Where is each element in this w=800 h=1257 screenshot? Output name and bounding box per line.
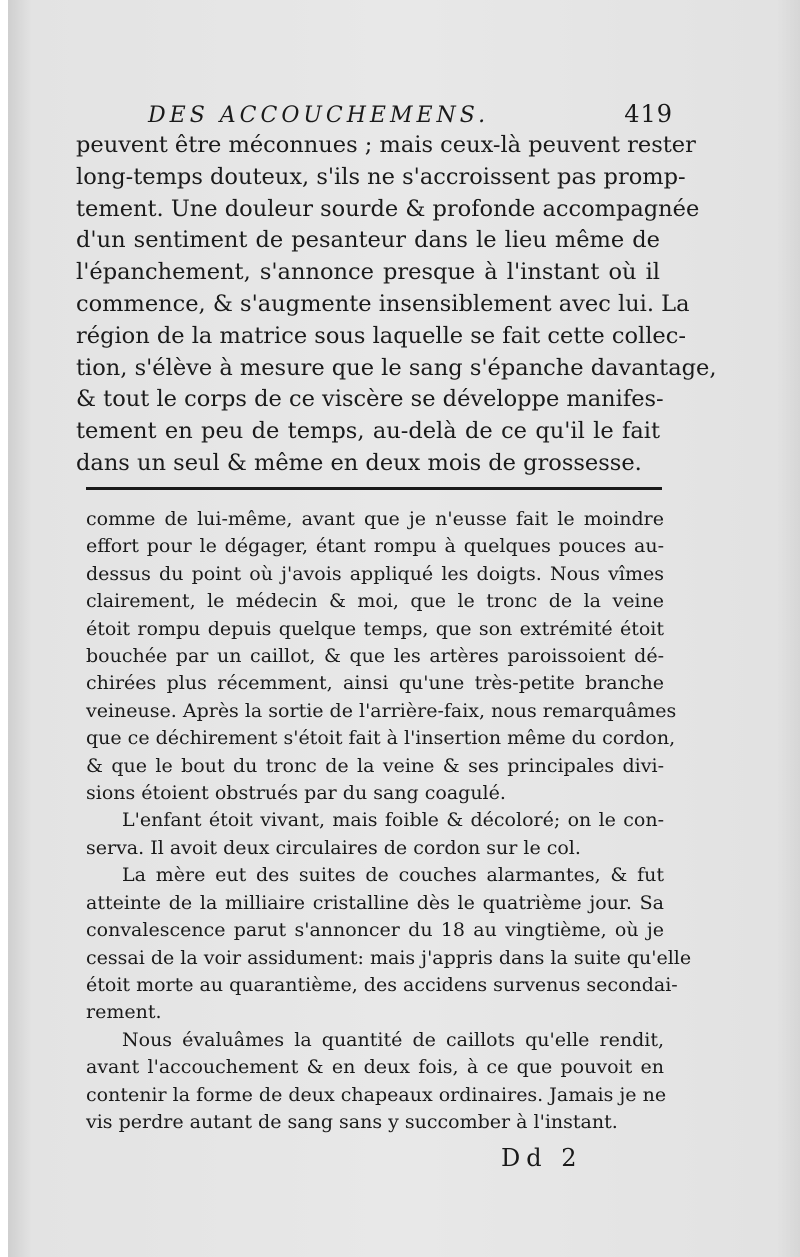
footnote-text: [86, 506, 692, 1136]
note-line: dessus du point où j'avois appliqué les doigts. Nous vîmes: [86, 562, 664, 585]
text-line: tement en peu de temps, au-delà de ce qu'il le fait: [76, 418, 660, 445]
note-line: atteinte de la milliaire cristalline dès le quatrième jour. Sa: [86, 891, 664, 914]
text-line: région de la matrice sous laquelle se fait cette collec-: [76, 322, 686, 349]
text-line: tion, s'élève à mesure que le sang s'épanche davantage,: [76, 354, 717, 381]
note-line: étoit rompu depuis quelque temps, que son extrémité étoit: [86, 617, 664, 640]
text-line: d'un sentiment de pesanteur dans le lieu même de: [76, 227, 660, 254]
note-line: sions étoient obstrués par du sang coagulé.: [86, 782, 506, 805]
note-line: contenir la forme de deux chapeaux ordinaires. Jamais je ne: [86, 1083, 667, 1106]
text-line: dans un seul & même en deux mois de grossesse.: [76, 449, 642, 476]
text-line: tement. Une douleur sourde & profonde accompagnée: [76, 195, 700, 222]
note-line: étoit morte au quarantième, des accidens survenus secondai-: [86, 973, 678, 996]
note-line: effort pour le dégager, étant rompu à quelques pouces au-: [86, 535, 664, 558]
running-title: DES ACCOUCHEMENS.: [148, 103, 490, 128]
note-line: Nous évaluâmes la quantité de caillots qu'elle rendit,: [122, 1028, 664, 1051]
book-page: [8, 0, 800, 1257]
note-line: & que le bout du tronc de la veine & ses principales divi-: [86, 754, 664, 777]
note-line: clairement, le médecin & moi, que le tronc de la veine: [86, 590, 664, 613]
page-number: 419: [624, 100, 673, 128]
note-line: L'enfant étoit vivant, mais foible & décoloré; on le con-: [122, 809, 664, 832]
signature-mark: Dd 2: [501, 1144, 583, 1172]
note-line: chirées plus récemment, ainsi qu'une très-petite branche: [86, 672, 664, 695]
main-text: [76, 130, 717, 480]
text-line: l'épanchement, s'annonce presque à l'instant où il: [76, 259, 660, 286]
note-line: La mère eut des suites de couches alarmantes, & fut: [122, 864, 664, 887]
text-line: commence, & s'augmente insensiblement avec lui. La: [76, 290, 690, 317]
note-line: serva. Il avoit deux circulaires de cordon sur le col.: [86, 836, 581, 859]
note-line: veineuse. Après la sortie de l'arrière-faix, nous remarquâmes: [86, 699, 677, 722]
note-line: bouchée par un caillot, & que les artères paroissoient dé-: [86, 645, 664, 668]
note-line: vis perdre autant de sang sans y succomber à l'instant.: [86, 1110, 618, 1133]
text-line: long-temps douteux, s'ils ne s'accroissent pas promp-: [76, 163, 686, 190]
note-line: rement.: [86, 1001, 162, 1024]
note-line: comme de lui-même, avant que je n'eusse fait le moindre: [86, 508, 664, 530]
text-line: peuvent être méconnues ; mais ceux-là peuvent rester: [76, 132, 696, 158]
note-line: cessai de la voir assidument: mais j'appris dans la suite qu'elle: [86, 946, 692, 969]
note-line: que ce déchirement s'étoit fait à l'insertion même du cordon,: [86, 727, 676, 750]
note-line: convalescence parut s'annoncer du 18 au vingtième, où je: [86, 919, 664, 942]
note-line: avant l'accouchement & en deux fois, à ce que pouvoit en: [86, 1056, 664, 1079]
running-header: [148, 100, 673, 128]
footnote-divider: [86, 487, 662, 490]
text-line: & tout le corps de ce viscère se développe manifes-: [76, 386, 664, 413]
